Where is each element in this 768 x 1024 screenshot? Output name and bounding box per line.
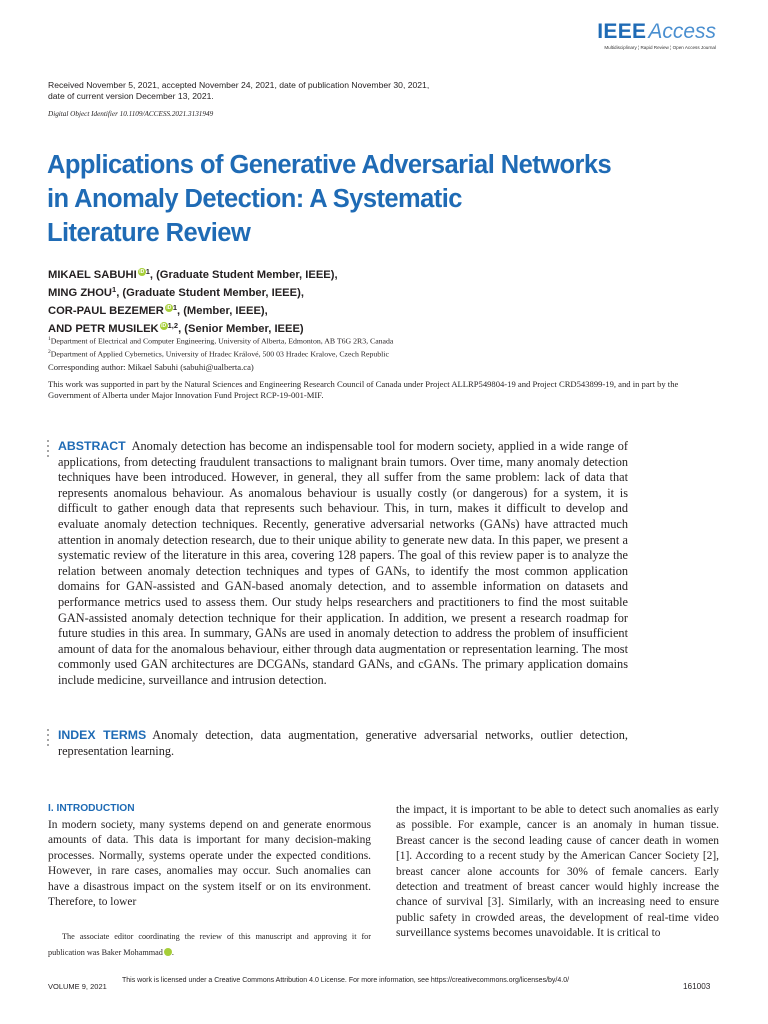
title-line-2: in Anomaly Detection: A Systematic (47, 185, 462, 213)
orcid-icon[interactable]: iD (161, 323, 167, 329)
index-terms (58, 728, 628, 759)
section-marker-icon (47, 729, 50, 749)
doi: Digital Object Identifier 10.1109/ACCESS.2021.3131949 (48, 110, 214, 118)
editor-note: The associate editor coordinating the review of this manuscript and approving it for publication was Baker Mohammad iD. (48, 932, 371, 957)
index-terms-label: INDEX TERMS (58, 728, 147, 742)
received-dates (48, 80, 528, 102)
orcid-icon[interactable]: iD (164, 948, 172, 956)
journal-brand: IEEEAccess (597, 20, 716, 43)
abstract (58, 439, 628, 689)
received-line-1: Received November 5, 2021, accepted November 24, 2021, date of publication November 30, 2021, (48, 80, 430, 90)
affiliation-1: $^1$Department of Electrical and Computer Engineering, University of Alberta, Edmonton, AB T6G 2R3, Canada (48, 336, 394, 346)
index-terms-text: Anomaly detection, data augmentation, generative adversarial networks, outlier detection, representation learning. (58, 728, 628, 758)
intro-column-left: In modern society, many systems depend on and generate enormous amounts of data. This data is important for many decision-making processes. Normally, systems operate under the expected conditions. However, in rare cases, anomalies may occur. Such anomalies can have a disastrous impact on the system itself or on its environment. Therefore, to lower (48, 819, 371, 909)
author-4: AND PETR MUSILEK iD $^{1,2}$, (Senior Member, IEEE) (48, 321, 304, 335)
abstract-text: Anomaly detection has become an indispensable tool for modern society, applied in a wide range of applications, from detecting fraudulent transactions to malignant brain tumors. Over time, many anomaly detection techniques have been introduced. However, in general, they all suffer from the same problem: lack of data that represents anomalous behaviour. As anomalous behaviour is usually costly (or dangerous) for a system, it is difficult to gather enough data that represents such behaviour. This, in turn, makes it difficult to develop and evaluate anomaly detection techniques. Recently, generative adversarial networks (GANs) have attracted much attention in anomaly detection research, due to their unique ability to generate new data. In this paper, we present a systematic review of the literature in this area, covering 128 papers. The goal of this review paper is to analyze the relation between anomaly detection techniques and types of GANs, to identify the most common application domains for GAN-assisted and GAN-based anomaly detection, and to assemble information on datasets and performance metrics used to assess them. Our study helps researchers and practitioners to find the most suitable GAN-assisted anomaly detection technique for their application. In addition, we present a research roadmap for future studies in this area. In summary, GANs are used in anomaly detection to address the problem of insufficient amount of data for the anomalous behaviour, either through data augmentation or representation learning. The most commonly used GAN architectures are DCGANs, standard GANs, and cGANs. The primary application domains include medicine, surveillance and intrusion detection. (58, 439, 628, 687)
orcid-icon[interactable]: iD (166, 305, 172, 311)
author-1: MIKAEL SABUHI iD $^1$, (Graduate Student Member, IEEE), (48, 267, 338, 281)
funding-note: This work was supported in part by the Natural Sciences and Engineering Research Council of Canada under Project ALLRP549804-19 and Project CRD543899-19, and in part by the Government of Alberta under Major Innovation Fund Project RCP-19-001-MIF. (48, 379, 679, 400)
title-line-3: Literature Review (47, 219, 251, 247)
author-list (48, 266, 608, 338)
author-2: MING ZHOU$^1$, (Graduate Student Member, IEEE), (48, 285, 304, 299)
orcid-icon[interactable]: iD (139, 269, 145, 275)
title-line-1: Applications of Generative Adversarial Networks (47, 151, 612, 179)
corresponding-author: Corresponding author: Mikael Sabuhi (sabuhi@ualberta.ca) (48, 362, 254, 372)
paper-title (47, 148, 647, 250)
affiliation-2: $^2$Department of Applied Cybernetics, University of Hradec Králové, 500 03 Hradec Kralove, Czech Republic (48, 348, 389, 359)
abstract-label: ABSTRACT (58, 439, 126, 453)
page-number: 161003 (683, 982, 711, 991)
section-heading-introduction: I. INTRODUCTION (48, 803, 135, 814)
journal-logo (560, 20, 716, 51)
volume-label: VOLUME 9, 2021 (48, 982, 107, 991)
author-3: COR-PAUL BEZEMER iD $^1$, (Member, IEEE), (48, 303, 268, 317)
journal-tagline: Multidisciplinary ¦ Rapid Review ¦ Open Access Journal (604, 45, 716, 50)
received-line-2: date of current version December 13, 2021. (48, 91, 214, 101)
intro-column-right: the impact, it is important to be able to detect such anomalies as early as possible. For example, cancer is an anomaly in human tissue. Breast cancer is the second leading cause of cancer death in women [1]. According to a recent study by the American Cancer Society [2], breast cancer alone accounts for 30% of female cancers. Early detection and treatment of breast cancer would highly increase the chance of survival [3]. Similarly, with an increasing need to ensure public safety in crowded areas, the development of real-time video surveillance systems becomes unavoidable. It is critical to (396, 804, 719, 940)
affiliations (48, 334, 688, 359)
section-marker-icon (47, 440, 50, 460)
license-note: This work is licensed under a Creative Commons Attribution 4.0 License. For more information, see https://creativecommons.org/licenses/by/4.0/ (122, 977, 570, 984)
